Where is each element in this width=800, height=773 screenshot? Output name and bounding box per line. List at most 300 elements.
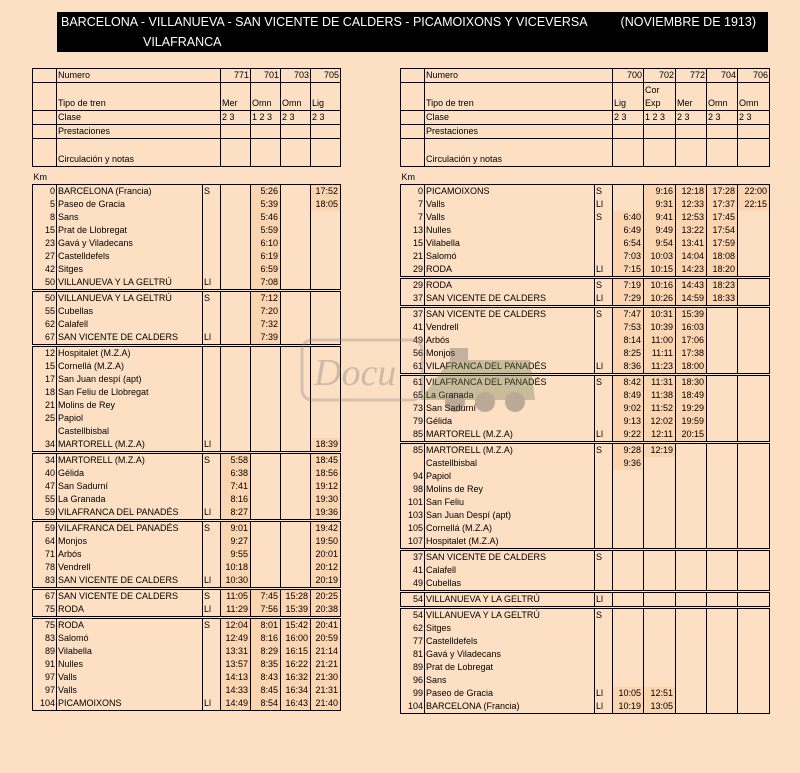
time-cell: 17:52 — [311, 185, 341, 199]
time-cell — [676, 674, 707, 687]
time-cell — [738, 622, 770, 635]
header-label: Prestaciones — [425, 125, 613, 139]
table-row — [33, 292, 371, 306]
time-cell — [707, 593, 738, 607]
arrdep-cell: S — [203, 619, 221, 633]
station-cell: Vilabella — [57, 645, 203, 658]
station-cell: Gavá y Viladecans — [57, 237, 203, 250]
header-blank — [401, 139, 425, 167]
time-cell — [738, 389, 770, 402]
header-blank — [33, 111, 57, 125]
arrdep-cell — [595, 661, 613, 674]
header-cell — [707, 125, 738, 139]
time-cell: 15:39 — [281, 603, 311, 617]
station-cell: Prat de Lobregat — [425, 661, 595, 674]
table-row — [401, 292, 770, 306]
time-cell — [251, 561, 281, 574]
table-row — [33, 506, 371, 520]
time-cell — [738, 593, 770, 607]
km-cell: 65 — [401, 389, 425, 402]
time-cell — [738, 292, 770, 306]
time-cell: 20:41 — [311, 619, 341, 633]
header-cell — [281, 83, 311, 111]
time-cell — [738, 535, 770, 549]
km-cell: 79 — [401, 415, 425, 428]
km-cell: 83 — [33, 574, 57, 588]
header-cell — [221, 83, 251, 111]
time-cell — [221, 386, 251, 399]
header-cell — [221, 125, 251, 139]
header-cell — [676, 83, 707, 111]
time-cell: 6:59 — [251, 263, 281, 276]
station-cell: Nulles — [57, 658, 203, 671]
table-row — [33, 386, 371, 399]
header-cell: 1 2 3 — [251, 111, 281, 125]
table-row — [401, 321, 770, 334]
time-cell: 16:15 — [281, 645, 311, 658]
km-label: Km — [401, 172, 415, 182]
time-cell — [738, 551, 770, 565]
time-cell: 8:54 — [251, 697, 281, 711]
time-cell — [738, 635, 770, 648]
time-cell: 21:30 — [311, 671, 341, 684]
header-blank — [33, 83, 57, 111]
time-cell — [311, 318, 341, 331]
station-cell: RODA — [425, 279, 595, 293]
time-cell — [281, 360, 311, 373]
time-cell — [644, 674, 676, 687]
table-row — [33, 305, 371, 318]
km-cell: 54 — [401, 609, 425, 623]
time-cell — [738, 687, 770, 700]
time-cell: 19:36 — [311, 506, 341, 520]
time-cell — [676, 661, 707, 674]
table-row — [401, 376, 770, 390]
left-timetable — [32, 68, 371, 711]
station-cell: Papiol — [57, 412, 203, 425]
station-cell: Valls — [425, 198, 595, 211]
arrdep-cell: Ll — [595, 292, 613, 306]
station-cell: VILLANUEVA Y LA GELTRÚ — [425, 609, 595, 623]
arrdep-cell: S — [203, 522, 221, 536]
header-label: Numero — [425, 69, 613, 83]
km-cell: 0 — [401, 185, 425, 199]
time-cell — [738, 308, 770, 322]
time-cell: 7:53 — [613, 321, 644, 334]
km-cell: 23 — [33, 237, 57, 250]
arrdep-cell — [203, 658, 221, 671]
tipo-top: Cor — [645, 85, 660, 95]
table-row — [33, 454, 371, 468]
arrdep-cell: Ll — [203, 574, 221, 588]
table-row — [401, 224, 770, 237]
tipo-value: Lig — [614, 98, 627, 108]
km-cell: 37 — [401, 292, 425, 306]
time-cell — [644, 648, 676, 661]
station-cell: Arbós — [425, 334, 595, 347]
arrdep-cell — [203, 645, 221, 658]
header-row — [401, 69, 770, 83]
tipo-value: Lig — [312, 98, 325, 108]
table-row — [33, 263, 371, 276]
km-cell: 104 — [33, 697, 57, 711]
km-cell: 56 — [401, 347, 425, 360]
table-row — [33, 590, 371, 604]
header-cell: 702 — [644, 69, 676, 83]
time-cell — [281, 347, 311, 361]
time-cell: 20:25 — [311, 590, 341, 604]
table-row — [33, 211, 371, 224]
time-cell: 8:29 — [251, 645, 281, 658]
km-cell: 77 — [401, 635, 425, 648]
arrdep-cell: S — [203, 454, 221, 468]
km-cell: 5 — [33, 198, 57, 211]
time-cell: 22:00 — [738, 185, 770, 199]
time-cell: 10:05 — [613, 687, 644, 700]
time-cell: 6:19 — [251, 250, 281, 263]
time-cell: 10:39 — [644, 321, 676, 334]
table-row — [401, 661, 770, 674]
time-cell — [311, 292, 341, 306]
time-cell — [281, 198, 311, 211]
arrdep-cell: S — [595, 308, 613, 322]
time-cell: 9:16 — [644, 185, 676, 199]
table-row — [401, 470, 770, 483]
time-cell — [676, 496, 707, 509]
header-cell — [644, 83, 676, 111]
km-cell: 17 — [33, 373, 57, 386]
time-cell — [676, 700, 707, 714]
time-cell: 7:39 — [251, 331, 281, 345]
arrdep-cell — [203, 386, 221, 399]
time-cell — [676, 522, 707, 535]
time-cell — [221, 412, 251, 425]
time-cell: 16:22 — [281, 658, 311, 671]
station-cell: MARTORELL (M.Z.A) — [57, 454, 203, 468]
table-row — [401, 198, 770, 211]
time-cell: 9:02 — [613, 402, 644, 415]
time-cell — [738, 700, 770, 714]
time-cell — [738, 334, 770, 347]
station-cell: SAN VICENTE DE CALDERS — [57, 574, 203, 588]
header-label: Clase — [57, 111, 221, 125]
time-cell — [707, 577, 738, 591]
arrdep-cell: S — [595, 609, 613, 623]
arrdep-cell — [203, 467, 221, 480]
time-cell — [281, 318, 311, 331]
table-row — [33, 658, 371, 671]
station-cell: VILAFRANCA DEL PANADÉS — [57, 522, 203, 536]
table-row — [33, 684, 371, 697]
time-cell: 8:36 — [613, 360, 644, 374]
header-cell: 700 — [613, 69, 644, 83]
station-cell: SAN VICENTE DE CALDERS — [425, 308, 595, 322]
station-cell: PICAMOIXONS — [57, 697, 203, 711]
time-cell: 12:19 — [644, 444, 676, 458]
time-cell: 17:38 — [676, 347, 707, 360]
time-cell: 18:08 — [707, 250, 738, 263]
km-cell: 7 — [401, 198, 425, 211]
time-cell — [738, 609, 770, 623]
header-cell — [221, 139, 251, 167]
station-cell: Gélida — [425, 415, 595, 428]
header-cell — [707, 139, 738, 167]
time-cell — [613, 185, 644, 199]
time-cell — [221, 224, 251, 237]
time-cell — [281, 373, 311, 386]
time-cell: 11:52 — [644, 402, 676, 415]
table-row — [401, 185, 770, 199]
table-row — [401, 402, 770, 415]
header-cell: 772 — [676, 69, 707, 83]
station-cell: Valls — [57, 684, 203, 697]
time-cell: 19:50 — [311, 535, 341, 548]
time-cell — [221, 276, 251, 290]
header-cell: 2 3 — [707, 111, 738, 125]
time-cell: 8:01 — [251, 619, 281, 633]
time-cell — [311, 386, 341, 399]
time-cell — [311, 373, 341, 386]
time-cell — [613, 622, 644, 635]
time-cell — [707, 334, 738, 347]
table-row — [33, 480, 371, 493]
km-cell: 49 — [401, 577, 425, 591]
time-cell — [644, 535, 676, 549]
header-row — [33, 111, 371, 125]
table-row — [33, 412, 371, 425]
table-row — [33, 493, 371, 506]
arrdep-cell: S — [203, 590, 221, 604]
table-row — [33, 198, 371, 211]
km-cell: 71 — [33, 548, 57, 561]
header-cell — [311, 125, 341, 139]
arrdep-cell — [595, 564, 613, 577]
station-cell: Castellbisbal — [57, 425, 203, 438]
km-cell: 29 — [401, 279, 425, 293]
time-cell — [613, 470, 644, 483]
time-cell: 7:56 — [251, 603, 281, 617]
time-cell: 5:26 — [251, 185, 281, 199]
time-cell — [613, 496, 644, 509]
time-cell — [281, 185, 311, 199]
header-label: Tipo de tren — [57, 83, 221, 111]
time-cell — [221, 331, 251, 345]
station-cell: Gélida — [57, 467, 203, 480]
km-cell: 99 — [401, 687, 425, 700]
time-cell: 8:14 — [613, 334, 644, 347]
time-cell — [676, 622, 707, 635]
time-cell: 12:49 — [221, 632, 251, 645]
time-cell — [644, 577, 676, 591]
time-cell: 17:28 — [707, 185, 738, 199]
header-cell: 2 3 — [676, 111, 707, 125]
arrdep-cell — [203, 318, 221, 331]
table-row — [401, 648, 770, 661]
station-cell: San Juan Despí (apt) — [425, 509, 595, 522]
header-cell: 706 — [738, 69, 770, 83]
km-cell: 8 — [33, 211, 57, 224]
time-cell — [221, 185, 251, 199]
km-cell: 18 — [33, 386, 57, 399]
time-cell — [251, 386, 281, 399]
arrdep-cell — [595, 347, 613, 360]
time-cell — [738, 457, 770, 470]
time-cell: 9:36 — [613, 457, 644, 470]
time-cell — [676, 609, 707, 623]
time-cell: 7:12 — [251, 292, 281, 306]
time-cell: 15:42 — [281, 619, 311, 633]
time-cell: 5:58 — [221, 454, 251, 468]
table-row — [401, 687, 770, 700]
time-cell — [281, 535, 311, 548]
km-cell: 29 — [401, 263, 425, 277]
time-cell — [281, 493, 311, 506]
arrdep-cell — [203, 632, 221, 645]
table-row — [401, 347, 770, 360]
station-cell: La Granada — [57, 493, 203, 506]
arrdep-cell: Ll — [203, 438, 221, 452]
time-cell — [311, 360, 341, 373]
header-cell — [311, 83, 341, 111]
time-cell — [281, 263, 311, 276]
header-cell: 2 3 — [311, 111, 341, 125]
time-cell — [707, 308, 738, 322]
km-cell: 89 — [33, 645, 57, 658]
header-cell — [251, 139, 281, 167]
arrdep-cell: Ll — [595, 198, 613, 211]
time-cell: 14:43 — [676, 279, 707, 293]
time-cell: 12:11 — [644, 428, 676, 442]
time-cell — [281, 237, 311, 250]
header-blank — [401, 125, 425, 139]
arrdep-cell: S — [595, 185, 613, 199]
km-cell: 94 — [401, 470, 425, 483]
time-cell: 18:20 — [707, 263, 738, 277]
time-cell: 20:59 — [311, 632, 341, 645]
table-row — [33, 373, 371, 386]
arrdep-cell: S — [595, 444, 613, 458]
time-cell: 12:18 — [676, 185, 707, 199]
time-cell: 6:54 — [613, 237, 644, 250]
header-row — [33, 83, 371, 111]
header-label: Prestaciones — [57, 125, 221, 139]
header-label: Circulación y notas — [425, 139, 613, 167]
time-cell: 8:45 — [251, 684, 281, 697]
station-cell: Castellbisbal — [425, 457, 595, 470]
time-cell — [707, 321, 738, 334]
station-cell: San Juan despí (apt) — [57, 373, 203, 386]
time-cell: 7:15 — [613, 263, 644, 277]
time-cell: 14:49 — [221, 697, 251, 711]
header-cell: 2 3 — [281, 111, 311, 125]
arrdep-cell: Ll — [203, 331, 221, 345]
time-cell — [311, 331, 341, 345]
time-cell — [707, 360, 738, 374]
time-cell: 18:56 — [311, 467, 341, 480]
time-cell — [613, 648, 644, 661]
time-cell — [738, 522, 770, 535]
arrdep-cell — [203, 480, 221, 493]
table-row — [33, 561, 371, 574]
time-cell: 5:39 — [251, 198, 281, 211]
time-cell: 8:16 — [221, 493, 251, 506]
station-cell: Salomó — [57, 632, 203, 645]
arrdep-cell — [595, 224, 613, 237]
time-cell — [676, 509, 707, 522]
header-cell — [676, 125, 707, 139]
time-cell — [738, 279, 770, 293]
km-cell: 67 — [33, 331, 57, 345]
time-cell — [707, 347, 738, 360]
table-row — [401, 577, 770, 591]
time-cell — [738, 444, 770, 458]
time-cell — [251, 412, 281, 425]
station-cell: San Feliu de Llobregat — [57, 386, 203, 399]
station-cell: Sitges — [425, 622, 595, 635]
time-cell — [738, 509, 770, 522]
km-cell: 40 — [33, 467, 57, 480]
station-cell: Gavá y Viladecans — [425, 648, 595, 661]
station-cell: Calafell — [57, 318, 203, 331]
station-cell: VILLANUEVA Y LA GELTRÚ — [57, 276, 203, 290]
arrdep-cell: S — [595, 279, 613, 293]
time-cell — [644, 593, 676, 607]
tipo-value: Mer — [677, 98, 693, 108]
station-cell: Valls — [57, 671, 203, 684]
time-cell: 9:01 — [221, 522, 251, 536]
station-cell: MARTORELL (M.Z.A) — [57, 438, 203, 452]
time-cell — [738, 237, 770, 250]
table-row — [33, 425, 371, 438]
time-cell: 10:30 — [221, 574, 251, 588]
station-cell: VILAFRANCA DEL PANADÉS — [425, 376, 595, 390]
arrdep-cell: S — [203, 292, 221, 306]
time-cell: 9:28 — [613, 444, 644, 458]
km-cell: 104 — [401, 700, 425, 714]
time-cell: 12:33 — [676, 198, 707, 211]
time-cell — [221, 292, 251, 306]
time-cell: 7:41 — [221, 480, 251, 493]
time-cell — [221, 360, 251, 373]
km-cell: 67 — [33, 590, 57, 604]
tipo-value: Omn — [708, 98, 728, 108]
time-cell — [251, 373, 281, 386]
time-cell — [707, 483, 738, 496]
time-cell — [738, 470, 770, 483]
time-cell: 14:13 — [221, 671, 251, 684]
time-cell: 18:39 — [311, 438, 341, 452]
time-cell — [644, 622, 676, 635]
title-bar — [57, 12, 768, 52]
arrdep-cell — [203, 224, 221, 237]
station-cell: VILAFRANCA DEL PANADÉS — [57, 506, 203, 520]
header-cell: 703 — [281, 69, 311, 83]
time-cell — [644, 496, 676, 509]
km-cell: 12 — [33, 347, 57, 361]
station-cell: SAN VICENTE DE CALDERS — [425, 551, 595, 565]
table-row — [401, 308, 770, 322]
arrdep-cell — [595, 402, 613, 415]
time-cell — [644, 551, 676, 565]
station-cell: BARCELONA (Francia) — [425, 700, 595, 714]
arrdep-cell — [595, 622, 613, 635]
arrdep-cell — [595, 389, 613, 402]
km-cell: 27 — [33, 250, 57, 263]
time-cell: 9:41 — [644, 211, 676, 224]
time-cell: 20:01 — [311, 548, 341, 561]
time-cell: 19:29 — [676, 402, 707, 415]
time-cell — [251, 425, 281, 438]
